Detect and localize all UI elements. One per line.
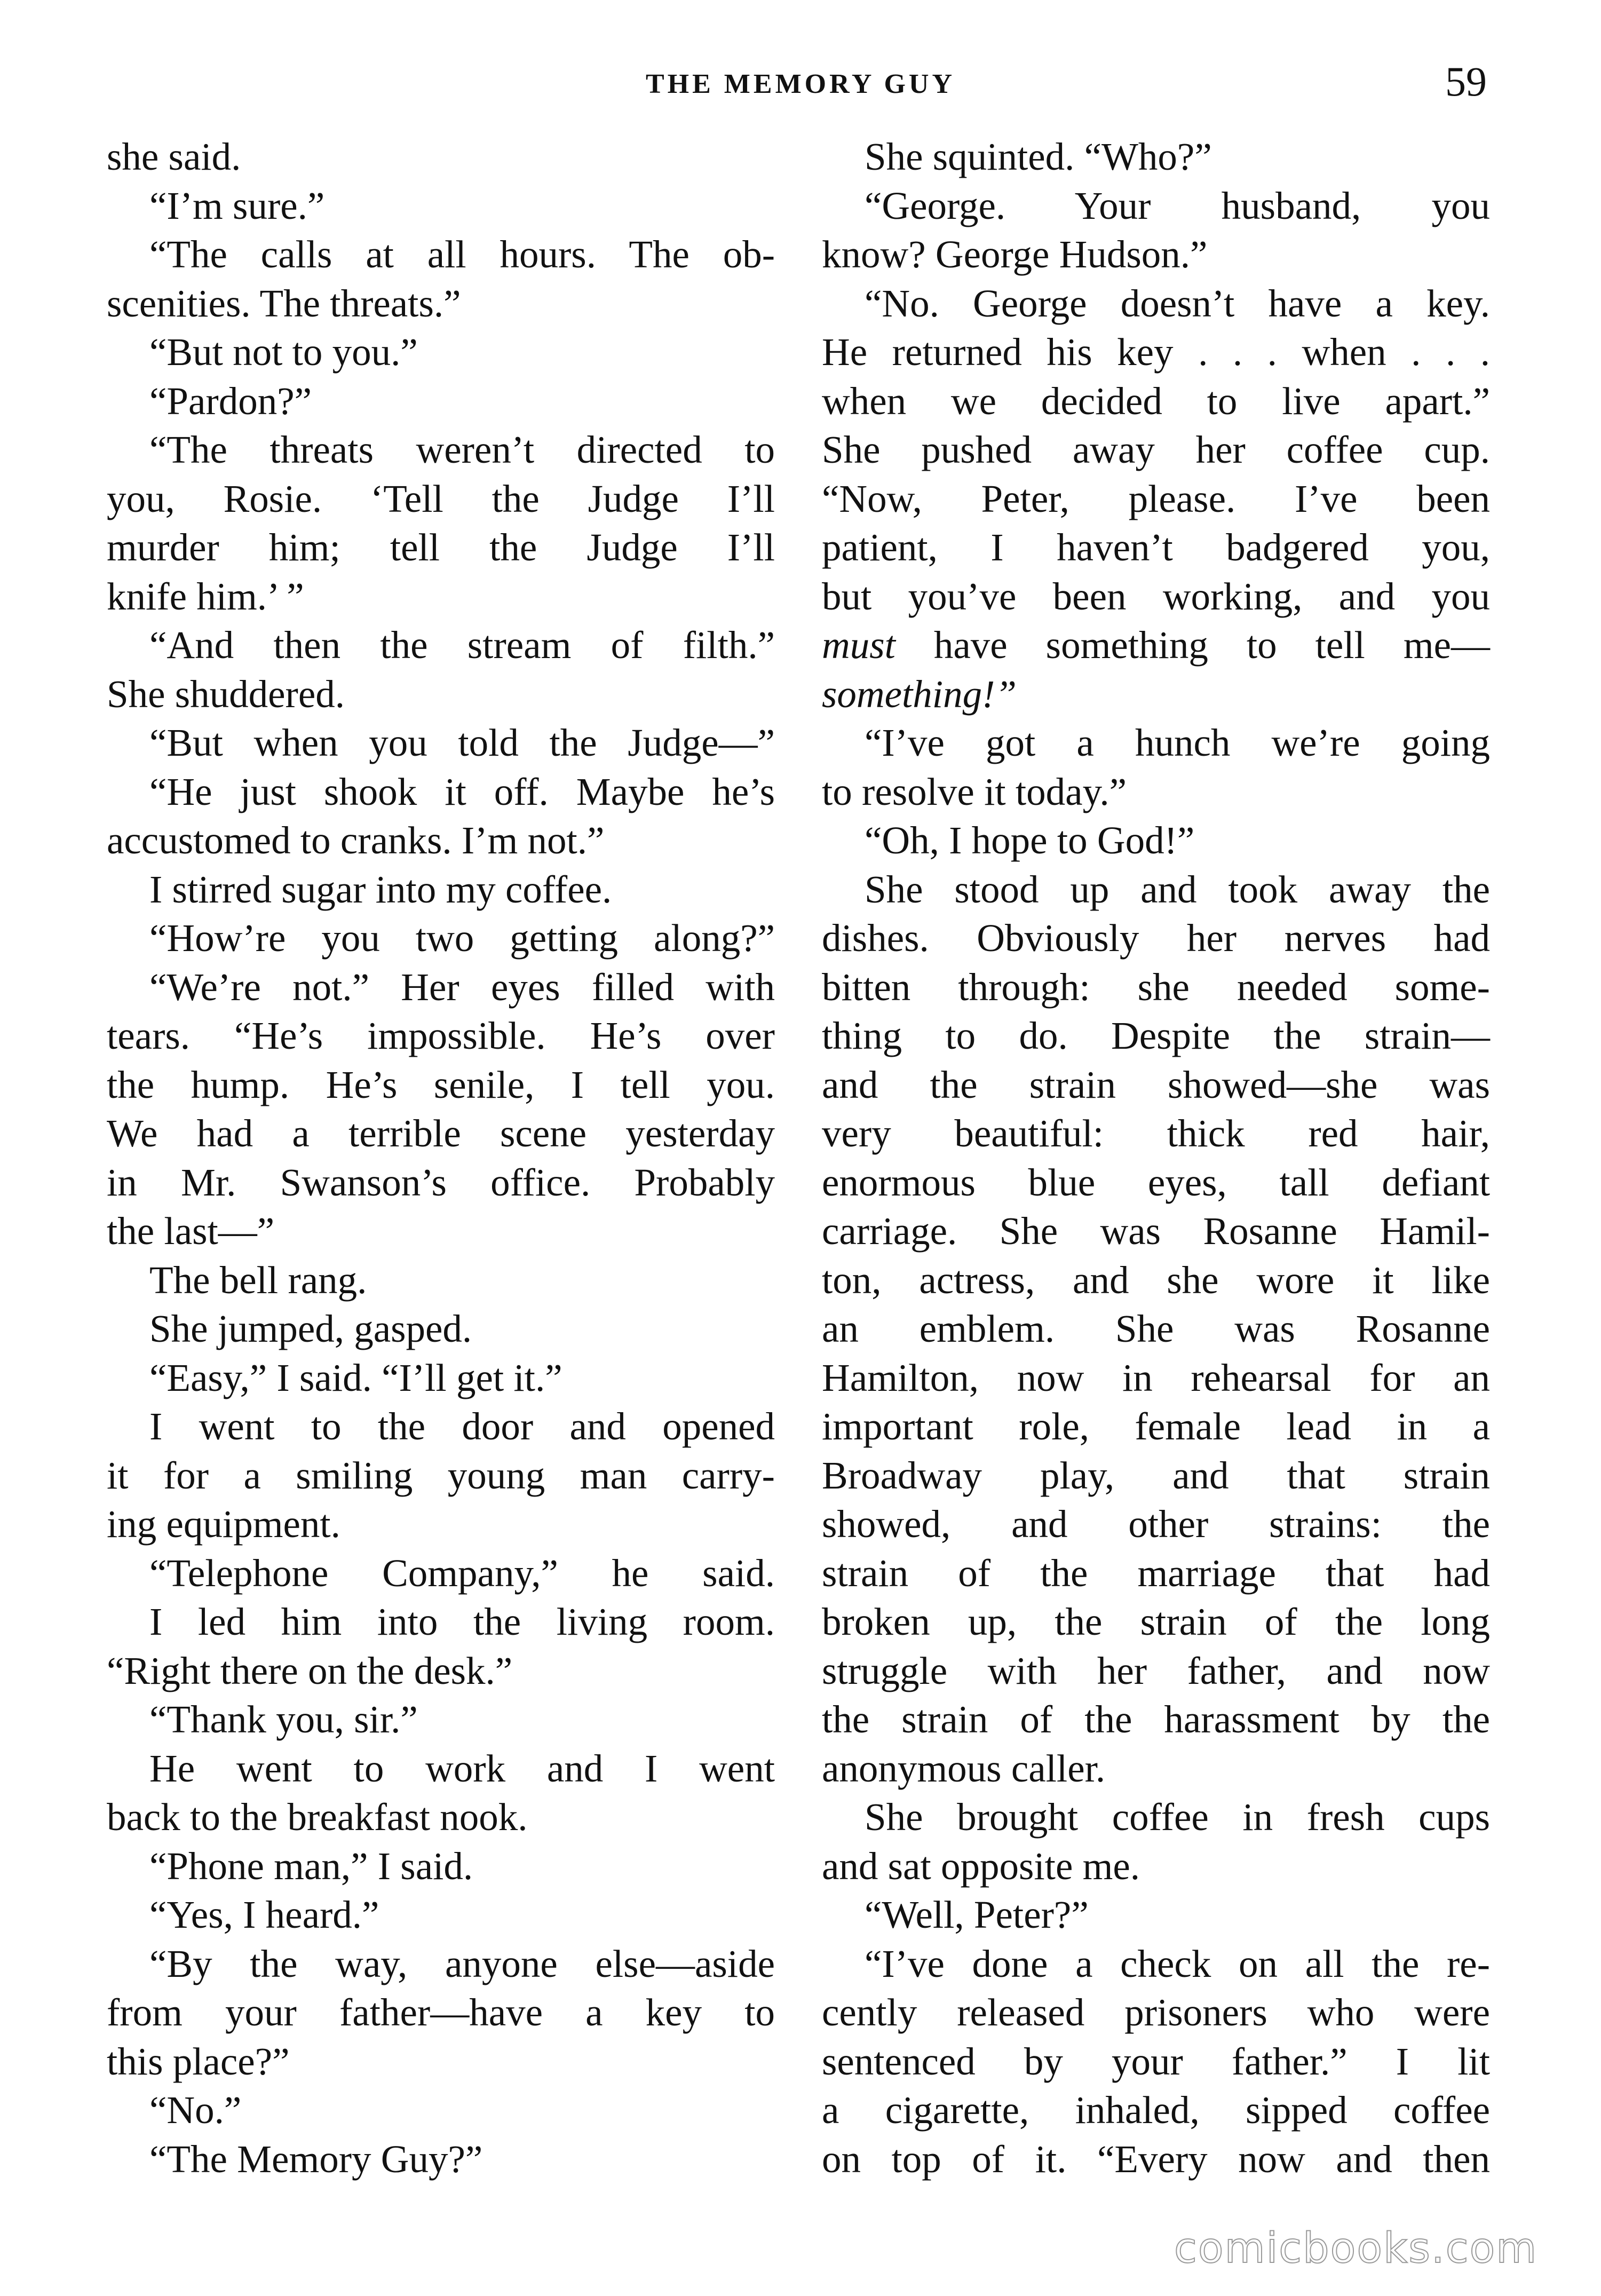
- text-line: from your father—have a key to: [107, 1991, 775, 2034]
- text-line: [822, 670, 1490, 719]
- text-line: “I’ve got a hunch we’re going: [865, 721, 1490, 764]
- text-line: I stirred sugar into my coffee.: [149, 867, 612, 911]
- text-line: strain of the marriage that had: [822, 1551, 1490, 1595]
- text-line: “Phone man,” I said.: [149, 1844, 473, 1888]
- text-line: and sat opposite me.: [822, 1844, 1140, 1888]
- text-line: “We’re not.” Her eyes filled with: [149, 965, 775, 1009]
- text-line: showed, and other strains: the: [822, 1502, 1490, 1546]
- text-line: “Well, Peter?”: [865, 1893, 1089, 1936]
- watermark-logo: comicbooks.com: [1174, 2224, 1538, 2273]
- text-line: cently released prisoners who were: [822, 1991, 1490, 2034]
- text-line: but you’ve been working, and you: [822, 574, 1490, 618]
- text-line: She shuddered.: [107, 672, 345, 716]
- page-number: 59: [1445, 58, 1487, 105]
- text-line: dishes. Obviously her nerves had: [822, 916, 1490, 960]
- text-line: “The calls at all hours. The ob-: [149, 233, 775, 276]
- text-line: very beautiful: thick red hair,: [822, 1112, 1490, 1155]
- text-line: tears. “He’s impossible. He’s over: [107, 1014, 775, 1057]
- text-line: the last—”: [107, 1209, 275, 1253]
- text-line: an emblem. She was Rosanne: [822, 1307, 1490, 1350]
- text-line: ing equipment.: [107, 1502, 340, 1546]
- text-line: “I’ve done a check on all the re-: [865, 1942, 1490, 1985]
- text-line: important role, female lead in a: [822, 1405, 1490, 1448]
- text-line: carriage. She was Rosanne Hamil-: [822, 1209, 1490, 1253]
- text-line: it for a smiling young man carry-: [107, 1453, 775, 1497]
- text-line: He returned his key . . . when . . .: [822, 330, 1490, 374]
- text-line: “The Memory Guy?”: [149, 2137, 483, 2181]
- text-line: “The threats weren’t directed to: [149, 428, 775, 471]
- text-line: she said.: [107, 135, 241, 178]
- text-line: patient, I haven’t badgered you,: [822, 526, 1490, 569]
- text-line: “By the way, anyone else—aside: [149, 1942, 775, 1985]
- text-line: “Thank you, sir.”: [149, 1698, 418, 1741]
- text-line: sentenced by your father.” I lit: [822, 2039, 1490, 2083]
- text-line: “And then the stream of filth.”: [149, 623, 775, 667]
- text-line: in Mr. Swanson’s office. Probably: [107, 1160, 775, 1204]
- text-line: you, Rosie. ‘Tell the Judge I’ll: [107, 477, 775, 520]
- text-line: and the strain showed—she was: [822, 1063, 1490, 1106]
- running-title: THE MEMORY GUY: [645, 69, 955, 99]
- text-line: a cigarette, inhaled, sipped coffee: [822, 2088, 1490, 2132]
- text-line: accustomed to cranks. I’m not.”: [107, 819, 605, 862]
- text-line: when we decided to live apart.”: [822, 379, 1490, 423]
- text-segment: have something to tell me—: [895, 623, 1490, 667]
- text-line: “George. Your husband, you: [865, 184, 1490, 227]
- text-line: struggle with her father, and now: [822, 1649, 1490, 1692]
- text-line: She squinted. “Who?”: [865, 135, 1212, 178]
- text-line: “Right there on the desk.”: [107, 1649, 513, 1692]
- text-line: the hump. He’s senile, I tell you.: [107, 1063, 775, 1106]
- text-line: on top of it. “Every now and then: [822, 2137, 1490, 2181]
- text-line: “I’m sure.”: [149, 184, 325, 227]
- text-line: The bell rang.: [149, 1258, 367, 1302]
- italic-emphasis: something!”: [822, 672, 1017, 716]
- italic-emphasis: must: [822, 623, 895, 667]
- text-line: He went to work and I went: [149, 1746, 775, 1790]
- text-line: “Oh, I hope to God!”: [865, 819, 1195, 862]
- text-line: thing to do. Despite the strain—: [822, 1014, 1490, 1057]
- text-line: “No. George doesn’t have a key.: [865, 281, 1490, 325]
- text-line: “No.”: [149, 2088, 242, 2132]
- text-line: She stood up and took away the: [865, 867, 1490, 911]
- text-line: “But when you told the Judge—”: [149, 721, 775, 764]
- text-line: bitten through: she needed some-: [822, 965, 1490, 1009]
- text-line: “Yes, I heard.”: [149, 1893, 379, 1936]
- text-line: murder him; tell the Judge I’ll: [107, 526, 775, 569]
- text-line: “But not to you.”: [149, 330, 418, 374]
- text-line: She brought coffee in fresh cups: [865, 1795, 1490, 1839]
- text-line: knife him.’ ”: [107, 574, 304, 618]
- text-line: She pushed away her coffee cup.: [822, 428, 1490, 471]
- text-line: I led him into the living room.: [149, 1600, 775, 1643]
- text-line: broken up, the strain of the long: [822, 1600, 1490, 1643]
- text-line: “He just shook it off. Maybe he’s: [149, 770, 775, 813]
- text-line: anonymous caller.: [822, 1746, 1106, 1790]
- text-line: “Now, Peter, please. I’ve been: [822, 477, 1490, 520]
- text-line: to resolve it today.”: [822, 770, 1127, 813]
- text-line: enormous blue eyes, tall defiant: [822, 1160, 1490, 1204]
- right-text-column: [822, 132, 1490, 2183]
- text-line: Broadway play, and that strain: [822, 1453, 1490, 1497]
- text-line: “Easy,” I said. “I’ll get it.”: [149, 1356, 562, 1399]
- text-line: We had a terrible scene yesterday: [107, 1112, 775, 1155]
- text-line: scenities. The threats.”: [107, 281, 461, 325]
- text-line: [822, 621, 1490, 670]
- text-line: “How’re you two getting along?”: [149, 916, 775, 960]
- text-line: “Telephone Company,” he said.: [149, 1551, 775, 1595]
- text-line: back to the breakfast nook.: [107, 1795, 528, 1839]
- text-line: I went to the door and opened: [149, 1405, 775, 1448]
- text-line: know? George Hudson.”: [822, 233, 1208, 276]
- text-line: “Pardon?”: [149, 379, 312, 423]
- text-line: Hamilton, now in rehearsal for an: [822, 1356, 1490, 1399]
- text-line: ton, actress, and she wore it like: [822, 1258, 1490, 1302]
- text-line: the strain of the harassment by the: [822, 1698, 1490, 1741]
- left-text-column: [107, 132, 775, 2183]
- text-line: She jumped, gasped.: [149, 1307, 472, 1350]
- text-line: this place?”: [107, 2039, 290, 2083]
